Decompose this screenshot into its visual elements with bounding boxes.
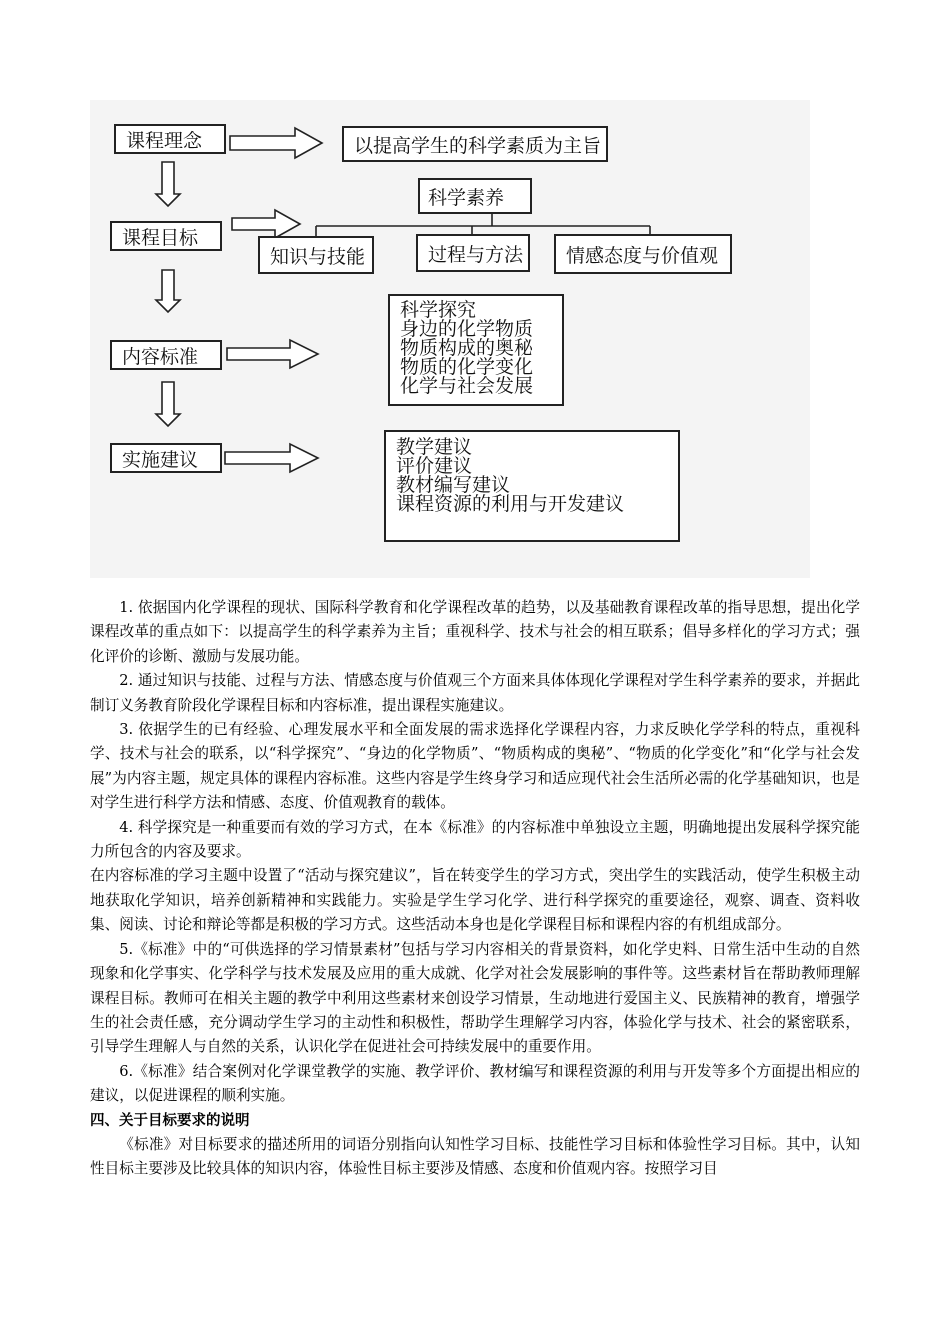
content-topic: 化学与社会发展 xyxy=(400,375,534,397)
closing-paragraph: 《标准》对目标要求的描述所用的词语分别指向认知性学习目标、技能性学习目标和体验性学习目标。其中，认知性目标主要涉及比较具体的知识内容，体验性目标主要涉及情感、态度和价值观内容。按照学习目 xyxy=(90,1135,860,1178)
suggestion-item: 课程资源的利用与开发建议 xyxy=(396,493,625,515)
body-text xyxy=(90,596,860,1182)
label-content-standards: 内容标准 xyxy=(110,340,222,370)
paragraph-1: 1. 依据国内化学课程的现状、国际科学教育和化学课程改革的趋势，以及基础教育课程改革的指导思想，提出化学课程改革的重点如下：以提高学生的科学素养为主旨；重视科学、技术与社会的相互联系；倡导多样化的学习方式；强化评价的诊断、激励与发展功能。 xyxy=(90,599,860,665)
label-implementation-suggestions: 实施建议 xyxy=(110,443,222,473)
content-topic: 物质的化学变化 xyxy=(400,356,534,378)
arrow-down-3 xyxy=(156,382,180,426)
paragraph-6: 6.《标准》结合案例对化学课堂教学的实施、教学评价、教材编写和课程资源的利用与开发等多个方面提出相应的建议，以促进课程的顺利实施。 xyxy=(90,1062,860,1105)
dimension-emotion-values: 情感态度与价值观 xyxy=(554,234,732,274)
paragraph-2: 2. 通过知识与技能、过程与方法、情感态度与价值观三个方面来具体体现化学课程对学生科学素养的要求，并据此制订义务教育阶段化学课程目标和内容标准，提出课程实施建议。 xyxy=(90,672,860,714)
suggestion-item: 教学建议 xyxy=(396,436,473,458)
paragraph-4-continued: 在内容标准的学习主题中设置了“活动与探究建议”，旨在转变学生的学习方式，突出学生的实践活动，使学生积极主动地获取化学知识，培养创新精神和实践能力。实验是学生学习化学、进行科学探究的重要途径，观察、调查、资料收集、阅读、讨论和辩论等都是积极的学习方式。这些活动本身也是化学课程目标和课程内容的有机组成部分。 xyxy=(90,867,860,934)
section-heading: 四、关于目标要求的说明 xyxy=(90,1112,250,1129)
arrow-right-1 xyxy=(230,128,322,158)
dimension-process-methods: 过程与方法 xyxy=(416,234,530,272)
paragraph-3: 3. 依据学生的已有经验、心理发展水平和全面发展的需求选择化学课程内容，力求反映化学学科的特点，重视科学、技术与社会的联系，以“科学探究”、“身边的化学物质”、“物质构成的奥秘”、“物质的化学变化”和“化学与社会发展”为内容主题，规定具体的课程内容标准。这些内容是学生终身学习和适应现代社会生活所必需的化学基础知识，也是对学生进行科学方法和情感、态度、价值观教育的载体。 xyxy=(90,721,860,812)
arrow-right-2 xyxy=(232,210,300,238)
arrow-down-2 xyxy=(156,270,180,312)
paragraph-5: 5.《标准》中的“可供选择的学习情景素材”包括与学习内容相关的背景资料，如化学史料、日常生活中生动的自然现象和化学事实、化学科学与技术发展及应用的重大成就、化学对社会发展影响的事件等。这些素材旨在帮助教师理解课程目标。教师可在相关主题的教学中利用这些素材来创设学习情景，生动地进行爱国主义、民族精神的教育，增强学生的社会责任感，充分调动学生学习的主动性和积极性，帮助学生理解学习内容，体验化学与技术、社会的紧密联系，引导学生理解人与自然的关系，认识化学在促进社会可持续发展中的重要作用。 xyxy=(90,940,860,1056)
content-topics-box xyxy=(388,294,564,406)
arrow-right-4 xyxy=(225,444,318,472)
label-course-goals: 课程目标 xyxy=(110,221,222,251)
arrow-down-1 xyxy=(156,162,180,206)
content-topic: 科学探究 xyxy=(400,299,477,321)
arrow-right-3 xyxy=(227,340,318,368)
suggestion-item: 教材编写建议 xyxy=(396,474,511,496)
aim-box: 以提高学生的科学素质为主旨 xyxy=(342,126,608,162)
suggestions-box xyxy=(384,430,680,542)
suggestion-item: 评价建议 xyxy=(396,455,473,477)
label-course-philosophy: 课程理念 xyxy=(114,124,226,154)
dimension-knowledge-skills: 知识与技能 xyxy=(258,236,374,274)
content-topic: 身边的化学物质 xyxy=(400,318,534,340)
paragraph-4: 4. 科学探究是一种重要而有效的学习方式，在本《标准》的内容标准中单独设立主题，明确地提出发展科学探究能力所包含的内容及要求。 xyxy=(90,818,860,861)
content-topic: 物质构成的奥秘 xyxy=(400,337,534,359)
literacy-box: 科学素养 xyxy=(418,178,532,214)
curriculum-framework-diagram xyxy=(90,100,810,578)
